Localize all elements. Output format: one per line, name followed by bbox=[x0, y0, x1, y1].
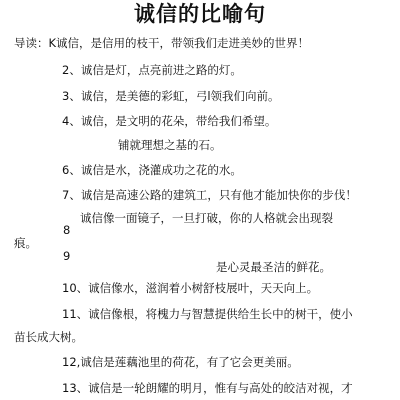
text-line-5: 铺就理想之基的石。 bbox=[118, 138, 222, 152]
document-title: 诚信的比喻句 bbox=[134, 2, 266, 26]
text-line-2: 2、诚信是灯，点亮前进之路的灯。 bbox=[62, 63, 242, 77]
text-line-3: 3、诚信，是美德的彩虹，弓l领我们向前。 bbox=[62, 89, 280, 103]
text-line-flower: 是心灵最圣洁的鲜花。 bbox=[216, 260, 331, 274]
text-line-10: 10、诚信像水，滋润着小树舒枝展叶，天天向上。 bbox=[62, 281, 319, 295]
text-line-6: 6、诚信是水，浇灌成功之花的水。 bbox=[62, 163, 242, 177]
text-line-11: 11、诚信像根，将槐力与智慧提供给生长中的树干，使小 bbox=[62, 307, 353, 321]
text-line-4: 4、诚信，是文明的花朵，带给我们希望。 bbox=[62, 114, 277, 128]
item-number-8: 8 bbox=[63, 223, 71, 237]
text-line-mirror: 诚信像一面镜子，一旦打破，你的人格就会出现裂 bbox=[80, 211, 333, 225]
text-line-13: 13、诚信是一轮朗耀的明月，惟有与高处的皎洁对视，才 bbox=[62, 381, 353, 395]
text-line-11-cont: 苗长成大树。 bbox=[14, 330, 83, 344]
text-line-intro: 导读：K诚信，是信用的枝干，带领我们走进美妙的世界！ bbox=[14, 36, 310, 50]
item-number-9: 9 bbox=[63, 249, 71, 263]
text-line-7: 7、诚信是高速公路的建筑工，只有他才能加快你的步伐！ bbox=[62, 188, 357, 202]
text-line-mirror-cont: 痕。 bbox=[14, 236, 37, 250]
text-line-12: 12,诚信是莲藕池里的荷花，有了它会更美丽。 bbox=[62, 355, 299, 369]
